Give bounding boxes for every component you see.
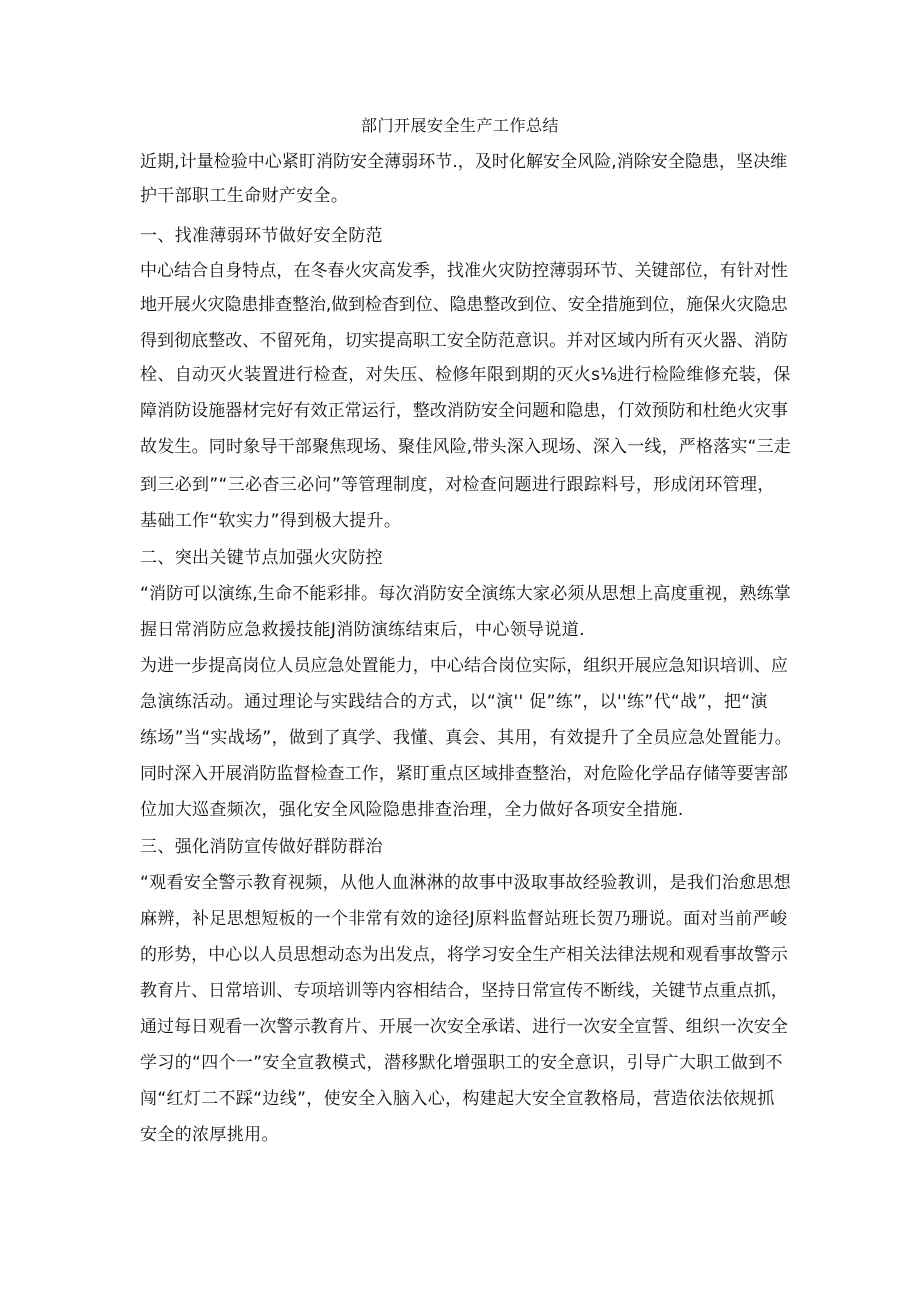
section2-line: 同时深入开展消防监督检查工作，紧盯重点区域排查整治，对危险化学品存储等要害部 xyxy=(140,764,788,784)
section1-line: 地开展火灾隐患排查整治,做到检杳到位、隐患整改到位、安全措施到位，施保火灾隐忠 xyxy=(140,295,788,315)
section1-line: 中心结合自身特点，在冬春火灾高发季，找准火灾防控薄弱环节、关键部位，有针对性 xyxy=(140,261,788,281)
section2-line: 为进一步提高岗位人员应急处置能力，中心结合岗位实际，组织开展应急知识培训、应 xyxy=(140,656,788,676)
section3-line: 麻辨，补足思想短板的一个非常有效的途径J原料监督站班长贺乃珊说。面对当前严峻 xyxy=(140,909,788,929)
section3-line: 通过每日观看一次警示教育片、开展一次安全承诺、进行一次安全宣誓、组织一次安全 xyxy=(140,1017,788,1037)
section2-heading: 二、突出关键节点加强火灾防控 xyxy=(140,548,383,568)
section1-line: 到三必到”“三必杳三必问”等管理制度，对检查问题进行跟踪料号，形成闭环管理， xyxy=(140,475,775,495)
section1-heading: 一、找准薄弱环节做好安全防范 xyxy=(140,226,383,246)
section3-line: 教育片、日常培训、专项培训等内容相结合，坚持日常宣传不断线，关键节点重点抓， xyxy=(140,981,788,1001)
section3-heading: 三、强化消防宣传做好群防群治 xyxy=(140,837,383,857)
section2-line: 位加大巡查频次，强化安全风险隐患排查治理，全力做好各项安全措施. xyxy=(140,800,684,820)
intro-line: 近期,计量检验中心紧盯消防安全薄弱环节.，及时化解安全风险,消除安全隐患，坚决维 xyxy=(140,152,788,172)
section2-line: 急演练活动。通过理论与实践结合的方式，以“演'' 促”练”，以''练”代“战”，把“演 xyxy=(140,692,768,712)
section3-line: 安全的浓厚挑用。 xyxy=(140,1125,279,1145)
section2-line: 练场”当“实战场”，做到了真学、我懂、真会、其用，有效提升了全员应急处置能力。 xyxy=(140,728,793,748)
section1-line: 障消防设施器材完好有效正常运行，整改消防安全问题和隐患，仃效预防和杜绝火灾事 xyxy=(140,401,788,421)
section1-line: 故发生。同时象导干部聚焦现场、聚佳风险,带头深入现场、深入一线，严格落实“三走 xyxy=(140,437,792,457)
section1-line: 栓、自动灭火装置进行检查，对失压、检修年限到期的灭火s⅛进行检险维修充装，保 xyxy=(140,365,791,385)
document-title: 部门开展安全生产工作总结 xyxy=(360,116,559,135)
section1-line: 得到彻底整改、不留死角，切实提高职工安全防范意识。并对区域内所有灭火器、消防 xyxy=(140,331,788,351)
intro-line: 护干部职工生命财产安全。 xyxy=(140,186,349,206)
section3-line: 的形势，中心以人员思想动态为出发点，将学习安全生产相关法律法规和观看事故警示 xyxy=(140,945,788,965)
section2-line: 握日常消防应急救援技能J消防演练结束后，中心领导说道. xyxy=(140,620,585,640)
section3-line: “观看安全警示教育视频，从他人血淋淋的故事中汲取事故经验教训，是我们治愈思想 xyxy=(140,873,792,893)
section3-line: 学习的“四个一”安全宣教模式，潜移默化增强职工的安全意识，引导广大职工做到不 xyxy=(140,1053,783,1073)
section1-line: 基础工作“软实力”得到极大提升。 xyxy=(140,511,402,531)
section2-line: “消防可以演练,生命不能彩排。每次消防安全演练大家必须从思想上高度重视，熟练掌 xyxy=(140,584,792,604)
section3-line: 闯“红灯二不踩“边线”，使安全入脑入心，构建起大安全宣教格局，营造依法依规抓 xyxy=(140,1089,775,1109)
